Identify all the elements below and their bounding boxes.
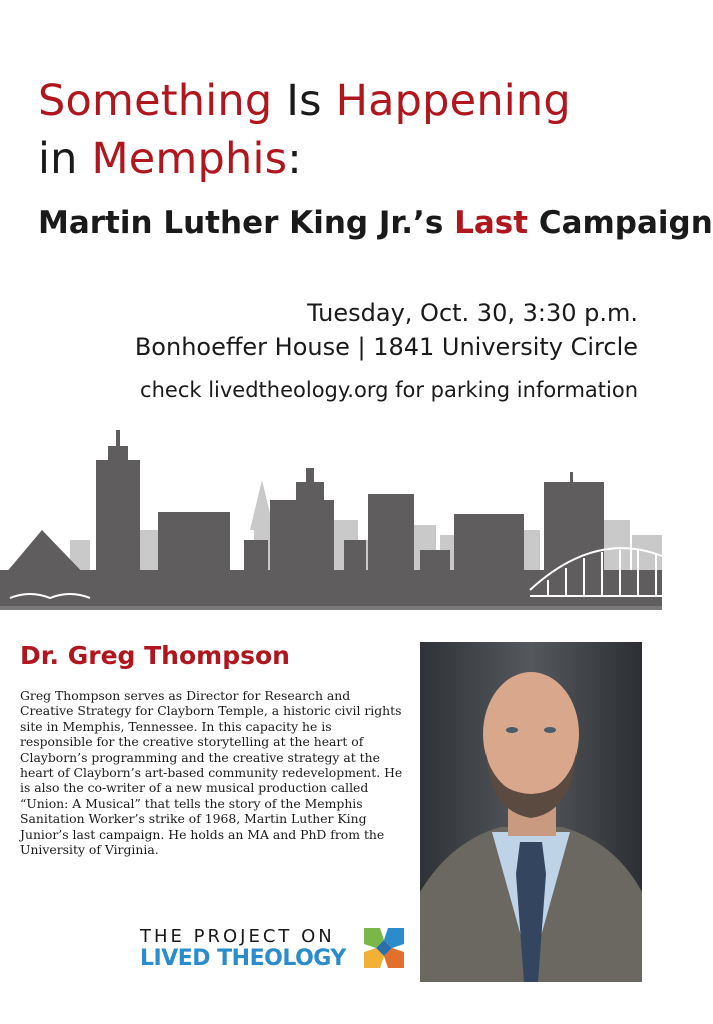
title-colon: : [287,134,302,184]
logo-line1: THE PROJECT ON [140,926,335,947]
subtitle-part3: Campaign [528,205,713,241]
parking-info: check livedtheology.org for parking information [140,378,638,402]
speaker-name: Dr. Greg Thompson [20,641,290,670]
speaker-bio: Greg Thompson serves as Director for Research and Creative Strategy for Clayborn Temple, a historic civil rights site in Memphis, Tennessee. In this capacity he is responsible for the creative storytelling at the heart of Clayborn’s programming and the creative strategy at the heart of Clayborn’s art-based community redevelopment. He is also the co-writer of a new musical production called “Union: A Musical” that tells the story of the Memphis Sanitation Worker’s strike of 1968, Martin Luther King Junior’s last campaign. He holds an MA and PhD from the University of Virginia. [20,688,403,858]
logo-line2: LIVED THEOLOGY [140,946,346,971]
event-details [135,296,638,364]
memphis-skyline-illustration [0,420,662,610]
poster-title [38,72,571,188]
event-datetime: Tuesday, Oct. 30, 3:30 p.m. [307,299,638,327]
lived-theology-logo-icon [364,928,404,968]
speaker-portrait [420,642,642,982]
project-logo [140,926,410,976]
title-word-happening: Happening [335,76,571,126]
subtitle-part1: Martin Luther King Jr.’s [38,205,455,241]
poster-subtitle [38,203,713,243]
title-word-something: Something [38,76,273,126]
subtitle-word-last: Last [454,205,529,241]
title-word-in: in [38,134,92,184]
title-word-memphis: Memphis [91,134,288,184]
event-location: Bonhoeffer House | 1841 University Circle [134,333,638,361]
title-word-is: Is [272,76,336,126]
